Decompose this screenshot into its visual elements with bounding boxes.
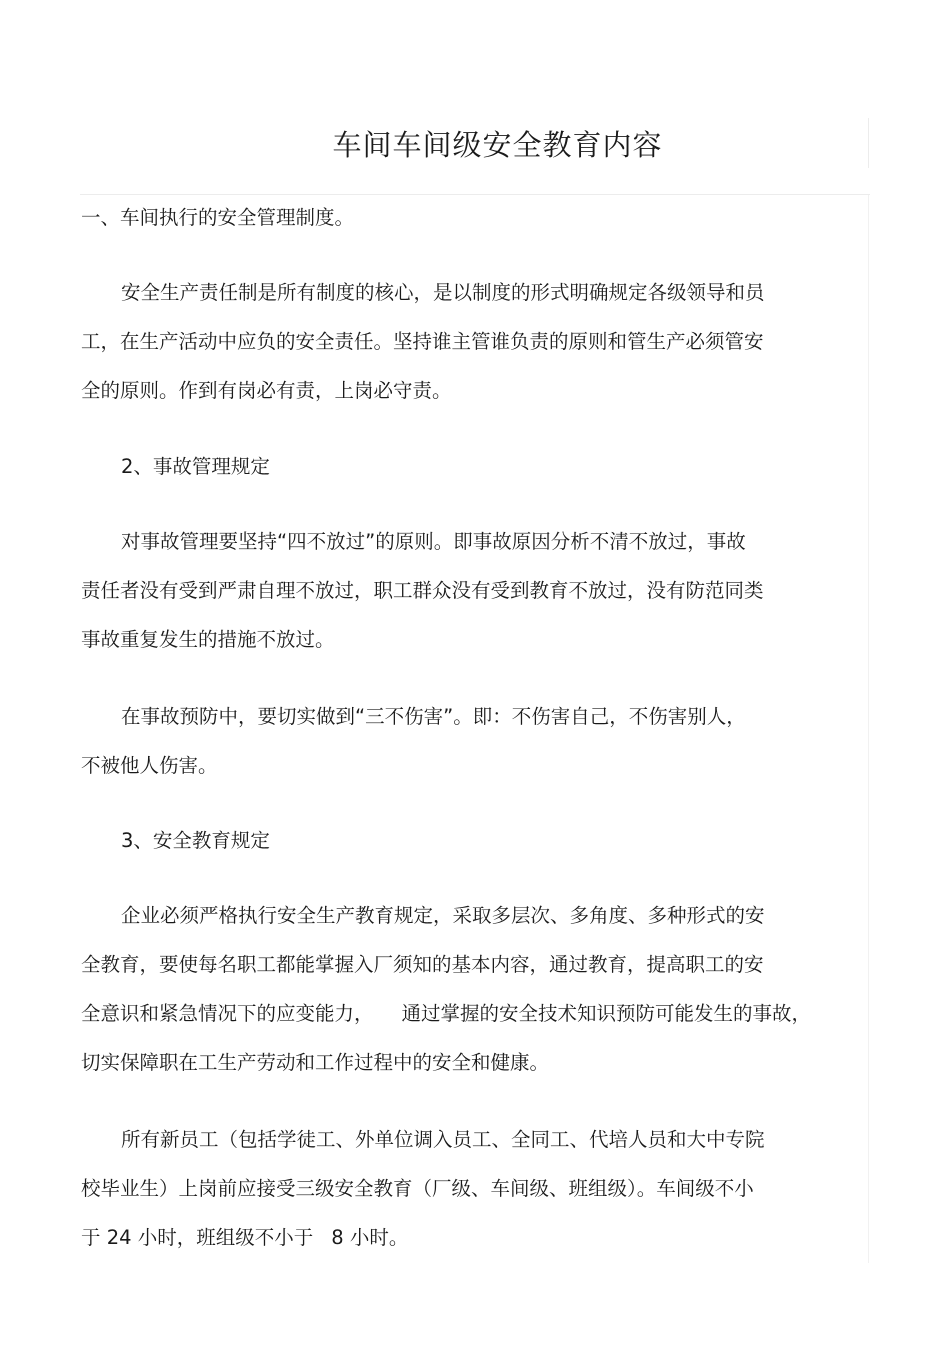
paragraph-line — [81, 1213, 851, 1262]
paragraph-line: 企业必须严格执行安全生产教育规定，采取多层次、多角度、多种形式的安 — [121, 904, 765, 927]
paragraph-line: 不被他人伤害。 — [81, 754, 218, 777]
page-border-vertical — [868, 195, 869, 1263]
paragraph-line: 全的原则。作到有岗必有责，上岗必守责。 — [81, 379, 452, 402]
subheading-text: 3、安全教育规定 — [121, 829, 270, 852]
document-title: 车间车间级安全教育内容 — [332, 128, 663, 162]
section-heading — [81, 193, 851, 242]
paragraph-line-part: 全意识和紧急情况下的应变能力， — [81, 1002, 374, 1025]
paragraph-line: 事故重复发生的措施不放过。 — [81, 628, 335, 651]
paragraph-three-no-harm — [81, 692, 851, 790]
paragraph-education-rules — [81, 891, 851, 1087]
section-heading-text: 一、车间执行的安全管理制度。 — [81, 206, 355, 229]
paragraph-line-part: 8 小时。 — [331, 1226, 409, 1249]
paragraph-line — [81, 989, 851, 1038]
paragraph-line: 校毕业生）上岗前应接受三级安全教育（厂级、车间级、班组级）。车间级不小 — [81, 1177, 754, 1200]
paragraph-four-not-letting-go — [81, 517, 851, 664]
paragraph-line-part: 于 24 小时，班组级不小于 — [81, 1226, 314, 1249]
subheading-text: 2、事故管理规定 — [121, 455, 270, 478]
paragraph-line: 对事故管理要坚持“四不放过”的原则。即事故原因分析不清不放过，事故 — [121, 530, 746, 553]
subheading-accident-management — [81, 442, 851, 491]
paragraph-line: 责任者没有受到严肃自理不放过，职工群众没有受到教育不放过，没有防范同类 — [81, 579, 764, 602]
paragraph-responsibility — [81, 268, 851, 415]
paragraph-line: 全教育，要使每名职工都能掌握入厂须知的基本内容，通过教育，提高职工的安 — [81, 953, 764, 976]
paragraph-line: 所有新员工（包括学徒工、外单位调入员工、全同工、代培人员和大中专院 — [121, 1128, 765, 1151]
paragraph-new-employees — [81, 1115, 851, 1262]
paragraph-line: 工，在生产活动中应负的安全责任。坚持谁主管谁负责的原则和管生产必须管安 — [81, 330, 764, 353]
subheading-safety-education — [81, 816, 851, 865]
paragraph-line-part: 通过掌握的安全技术知识预防可能发生的事故， — [401, 1002, 812, 1025]
paragraph-line: 切实保障职在工生产劳动和工作过程中的安全和健康。 — [81, 1051, 550, 1074]
paragraph-line: 在事故预防中，要切实做到“三不伤害”。即：不伤害自己，不伤害别人， — [121, 705, 746, 728]
paragraph-line: 安全生产责任制是所有制度的核心，是以制度的形式明确规定各级领导和员 — [121, 281, 765, 304]
